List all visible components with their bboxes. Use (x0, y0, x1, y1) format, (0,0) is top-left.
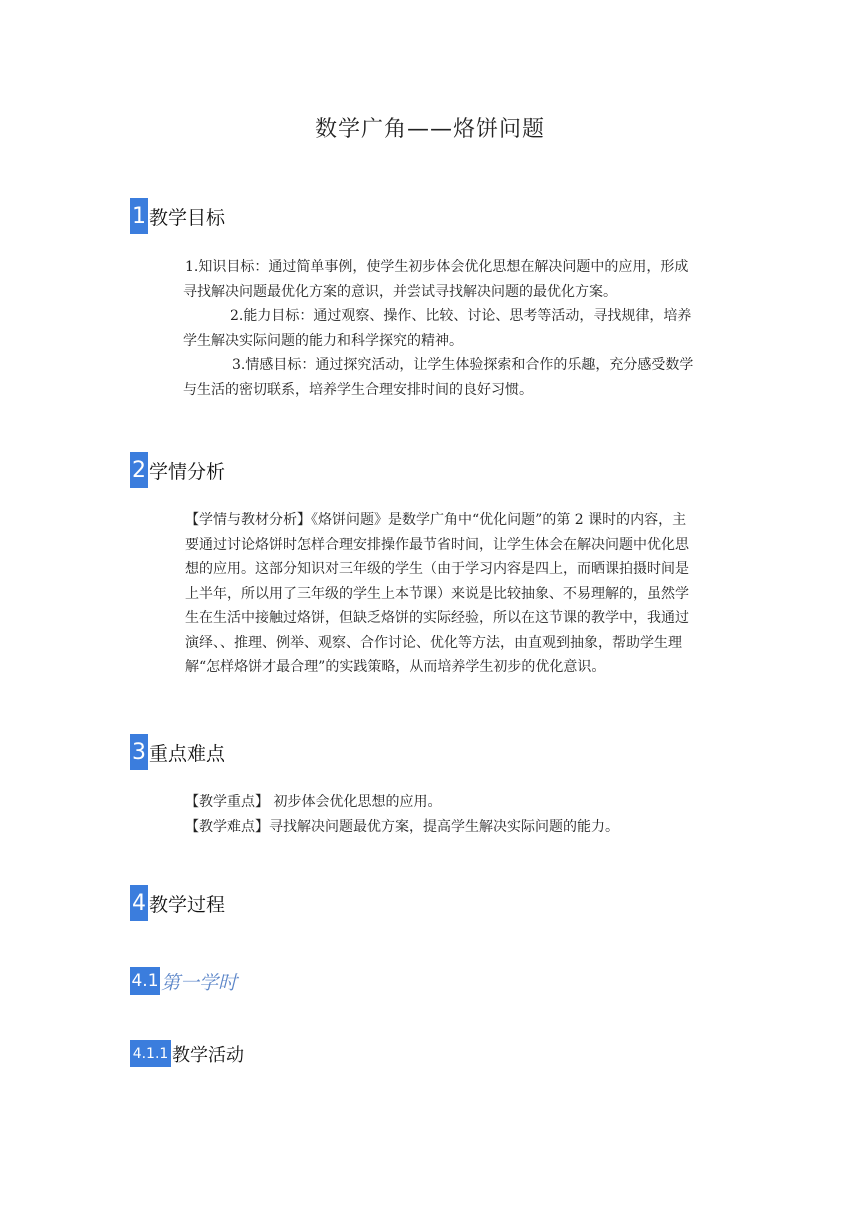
section-heading-keypoints (130, 734, 225, 770)
analysis-line: 要通过讨论烙饼时怎样合理安排操作最节省时间，让学生体会在解决问题中优化思 (185, 536, 689, 553)
analysis-line: 【学情与教材分析】《烙饼问题》是数学广角中“优化问题”的第 2 课时的内容，主 (185, 512, 687, 528)
subsection-heading-first-lesson (130, 967, 237, 995)
subsection-number: 4.1 (130, 967, 160, 995)
subsubsection-number: 4.1.1 (130, 1040, 171, 1067)
analysis-paragraph (185, 508, 730, 680)
section-number: 4 (130, 885, 148, 921)
subsubsection-heading-activities (130, 1040, 244, 1067)
section-number: 3 (130, 734, 148, 770)
goal-1-line-1: 1.知识目标：通过简单事例，使学生初步体会优化思想在解决问题中的应用，形成 (185, 259, 689, 275)
goal-2-line-1: 2.能力目标：通过观察、操作、比较、讨论、思考等活动，寻找规律，培养 (230, 308, 692, 324)
section-number: 1 (130, 198, 148, 234)
section-heading-goals (130, 198, 225, 234)
analysis-line: 想的应用。这部分知识对三年级的学生（由于学习内容是四上，而晒课拍摄时间是 (185, 561, 689, 577)
goals-paragraph (185, 255, 730, 402)
section-heading-analysis (130, 452, 225, 488)
section-label: 学情分析 (149, 460, 226, 483)
keypoints-paragraph (185, 790, 730, 839)
section-label: 教学过程 (149, 893, 226, 916)
subsubsection-label: 教学活动 (172, 1044, 244, 1066)
analysis-line: 上半年，所以用了三年级的学生上本节课）来说是比较抽象、不易理解的，虽然学 (185, 585, 689, 602)
subsection-label: 第一学时 (161, 971, 238, 994)
teaching-focus: 【教学重点】 初步体会优化思想的应用。 (185, 794, 442, 810)
goal-3-line-1: 3.情感目标：通过探究活动，让学生体验探索和合作的乐趣，充分感受数学 (232, 357, 694, 373)
section-label: 教学目标 (149, 206, 226, 229)
analysis-line: 解“怎样烙饼才最合理”的实践策略，从而培养学生初步的优化意识。 (185, 659, 606, 675)
goal-1-line-2: 寻找解决问题最优化方案的意识，并尝试寻找解决问题的最优化方案。 (183, 283, 617, 300)
section-label: 重点难点 (149, 742, 226, 765)
goal-2-line-2: 学生解决实际问题的能力和科学探究的精神。 (183, 332, 463, 349)
analysis-line: 生在生活中接触过烙饼，但缺乏烙饼的实际经验，所以在这节课的教学中，我通过 (185, 610, 689, 626)
analysis-line: 演绎、、推理、例举、观察、合作讨论、优化等方法，由直观到抽象，帮助学生理 (185, 634, 682, 651)
section-heading-process (130, 885, 225, 921)
section-number: 2 (130, 452, 148, 488)
teaching-difficulty: 【教学难点】寻找解决问题最优方案，提高学生解决实际问题的能力。 (185, 818, 619, 835)
document-title: 数学广角——烙饼问题 (314, 117, 545, 142)
goal-3-line-2: 与生活的密切联系，培养学生合理安排时间的良好习惯。 (183, 381, 533, 398)
